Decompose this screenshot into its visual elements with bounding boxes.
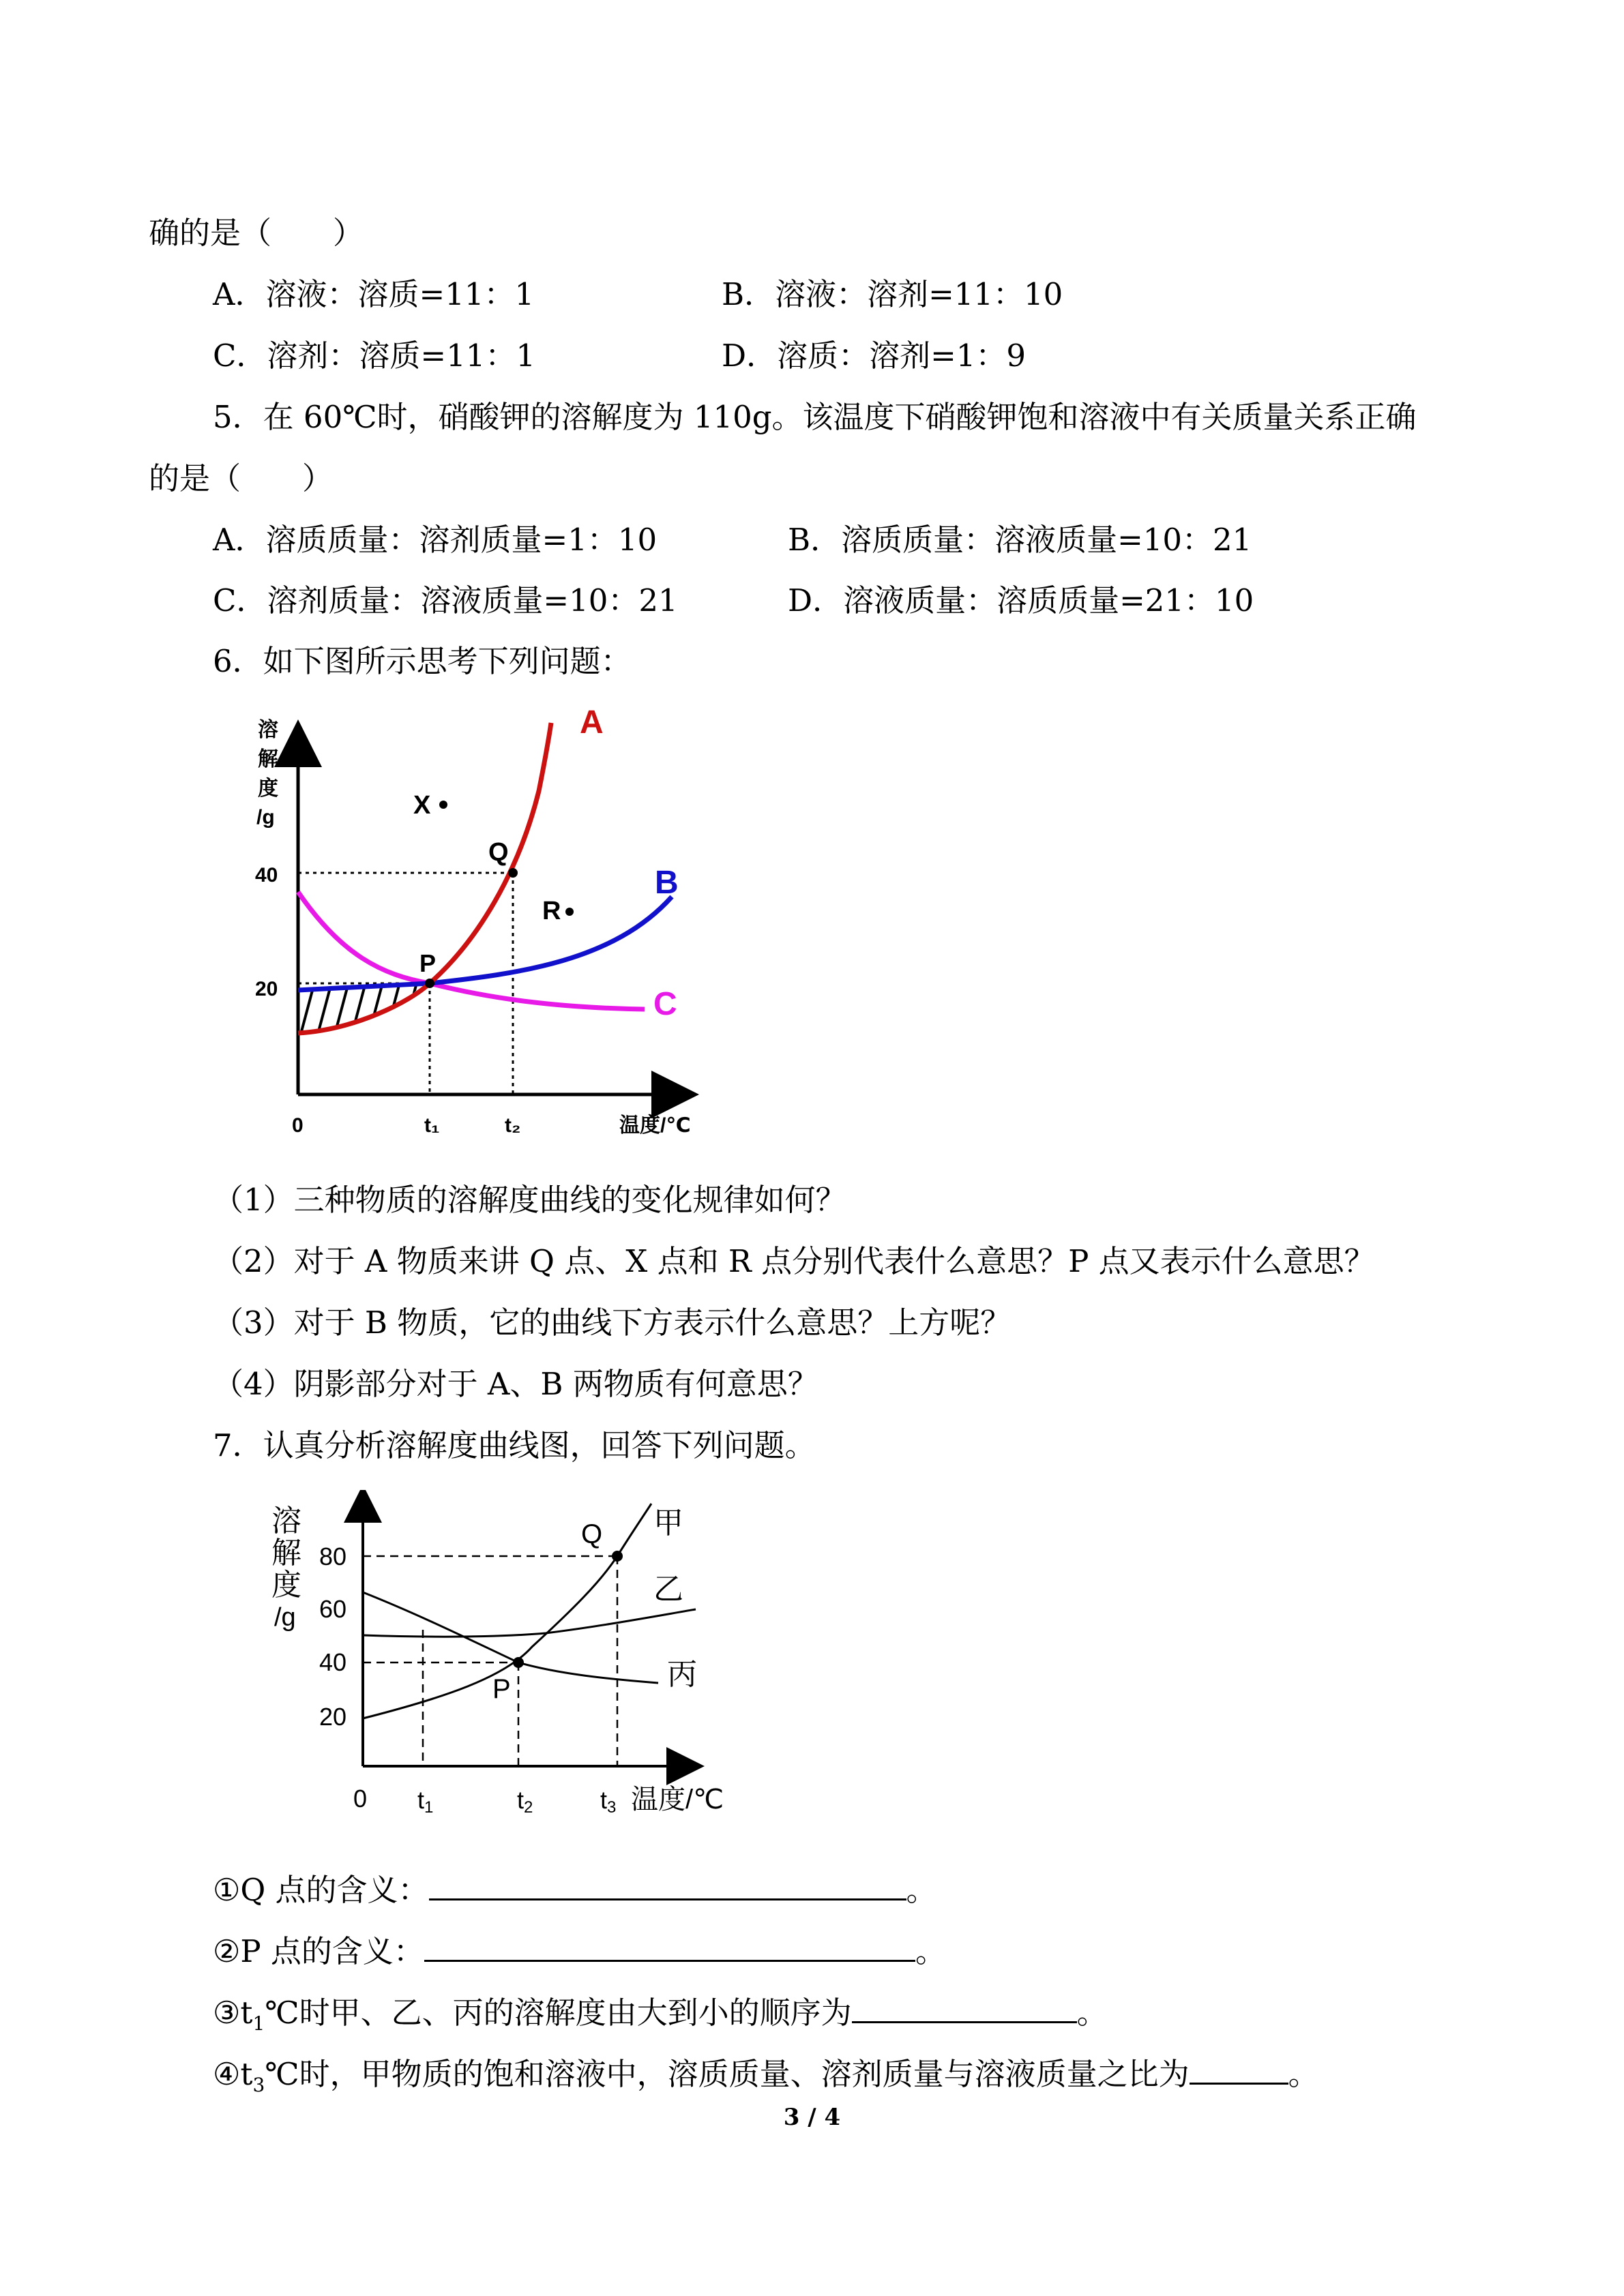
chart6-y-label-2: 解 (258, 748, 278, 771)
chart6-y-label-3: 度 (258, 777, 278, 800)
chart7-point-q (612, 1551, 623, 1562)
chart7-label-bing: 丙 (667, 1658, 697, 1691)
chart6-x-tick-t2: t₂ (505, 1114, 521, 1137)
q4-option-d: D．溶质：溶剂=1：9 (722, 338, 1027, 374)
chart6-y-tick-20: 20 (255, 978, 278, 1000)
chart7-label-q: Q (581, 1519, 603, 1549)
q7-item-1-blank[interactable] (429, 1868, 906, 1900)
chart7-curve-bing (363, 1592, 658, 1683)
chart7-x-tick-t2: t2 (517, 1786, 533, 1817)
chart-6-solubility (232, 696, 723, 1146)
chart6-label-p: P (419, 949, 437, 977)
chart6-label-c: C (653, 986, 677, 1022)
chart7-point-p (513, 1657, 524, 1668)
chart-7-solubility (259, 1490, 750, 1838)
q7-item-3: $③t_1℃$时甲、乙、丙的溶解度由大到小的顺序为 。 (213, 1991, 1108, 2044)
chart6-point-r (565, 908, 574, 916)
q6-sub-2: （2）对于 A 物质来讲 Q 点、X 点和 R 点分别代表什么意思？P 点又表示什么意思？ (213, 1243, 1375, 1279)
chart6-x-label: 温度/℃ (619, 1114, 691, 1137)
q7-item-2-blank[interactable] (424, 1930, 915, 1962)
q5-stem-line1: 5．在 60℃时，硝酸钾的溶解度为 110g。该温度下硝酸钾饱和溶液中有关质量关系正确 (213, 399, 1417, 435)
chart6-point-p (425, 979, 434, 988)
chart6-y-label-1: 溶 (258, 719, 278, 741)
chart7-y-label-1: 溶 (271, 1504, 301, 1538)
q4-stem-end: 确的是（ ） (149, 215, 364, 251)
q5-option-d: D．溶液质量：溶质质量=21：10 (788, 582, 1254, 618)
chart6-label-r: R (542, 897, 561, 925)
chart7-y-label-3: 度 (271, 1568, 301, 1602)
q7-item-2: ②P 点的含义： 。 (213, 1930, 946, 1972)
q7-item-4: $④t_3℃$时，甲物质的饱和溶液中，溶质质量、溶剂质量与溶液质量之比为 。 (213, 2053, 1319, 2106)
chart6-point-q (508, 868, 518, 878)
chart6-curve-b (298, 897, 672, 990)
chart7-label-jia: 甲 (653, 1506, 683, 1540)
q7-item-1: ①Q 点的含义： 。 (213, 1868, 937, 1911)
chart7-x-tick-t3: t3 (600, 1786, 617, 1817)
q7-stem: 7．认真分析溶解度曲线图，回答下列问题。 (213, 1427, 816, 1463)
chart7-y-tick-80: 80 (319, 1542, 347, 1570)
q4-option-a: A．溶液：溶质=11：1 (213, 276, 535, 312)
q6-sub-1: （1）三种物质的溶解度曲线的变化规律如何？ (213, 1182, 846, 1218)
chart6-label-a: A (580, 704, 604, 741)
chart7-label-p: P (492, 1674, 511, 1704)
q5-option-c: C．溶剂质量：溶液质量=10：21 (213, 582, 678, 618)
chart7-x-tick-t1: t1 (417, 1786, 434, 1817)
chart7-label-yi: 乙 (653, 1572, 683, 1606)
chart7-origin: 0 (353, 1785, 368, 1813)
q6-sub-3: （3）对于 B 物质，它的曲线下方表示什么意思？上方呢？ (213, 1304, 1012, 1341)
chart6-y-label-4: /g (256, 806, 275, 829)
chart7-x-label: 温度/℃ (631, 1785, 724, 1815)
chart6-y-tick-40: 40 (255, 864, 278, 886)
q4-option-b: B．溶液：溶剂=11：10 (722, 276, 1063, 312)
chart6-label-b: B (655, 865, 679, 901)
q5-stem-line2: 的是（ ） (149, 460, 334, 496)
q5-option-b: B．溶质质量：溶液质量=10：21 (788, 522, 1252, 558)
page-number: 3 / 4 (783, 2104, 841, 2131)
q6-stem: 6．如下图所示思考下列问题： (213, 643, 632, 679)
chart6-origin: 0 (292, 1114, 304, 1137)
q7-item-3-blank[interactable] (852, 1991, 1077, 2023)
chart6-point-x (439, 801, 447, 809)
chart7-y-tick-60: 60 (319, 1595, 347, 1623)
chart6-label-x: X (413, 791, 431, 820)
chart6-x-tick-t1: t₁ (424, 1114, 440, 1137)
chart6-label-q: Q (488, 838, 509, 867)
q5-option-a: A．溶质质量：溶剂质量=1：10 (213, 522, 658, 558)
q7-item-4-blank[interactable] (1190, 2053, 1288, 2085)
chart7-y-label-2: 解 (271, 1536, 301, 1570)
chart7-y-tick-20: 20 (319, 1703, 347, 1731)
chart7-y-tick-40: 40 (319, 1648, 347, 1676)
chart7-y-label-4: /g (274, 1603, 296, 1632)
q6-sub-4: （4）阴影部分对于 A、B 两物质有何意思？ (213, 1366, 818, 1402)
q4-option-c: C．溶剂：溶质=11：1 (213, 338, 536, 374)
